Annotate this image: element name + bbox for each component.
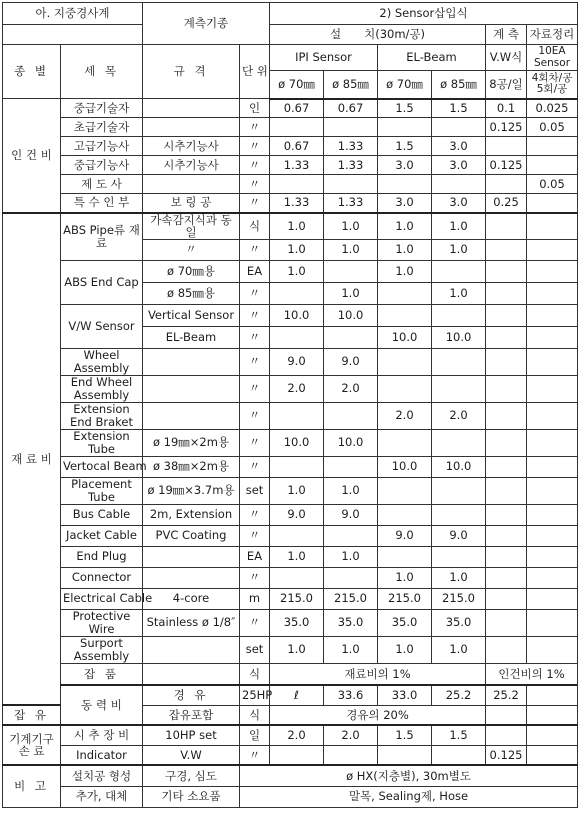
cell-el-85: 35.0 [432,609,486,636]
cell-el-85 [432,118,486,137]
row-item: 설치공 형성 [61,765,143,786]
row-spec [143,663,240,685]
row-spec [143,175,240,194]
cell-note-text: ø HX(지층별), 30m별도 [240,765,578,786]
cell-material-ratio: 재료비의 1% [270,663,486,685]
cell-el-85: 9.0 [432,525,486,546]
cell-el-85: 25.2 [486,685,527,705]
cell-tenea [527,504,578,525]
cell-oil-ratio: 경유의 20% [270,705,486,725]
cell-el-70: 1.5 [378,725,432,745]
cell-el-70: 1.0 [378,260,432,282]
cell-el-70 [378,304,432,326]
cell-vw [486,326,527,348]
cell-el-70 [378,375,432,402]
row-item: Extension Tube [61,429,143,456]
header-el-d85: ø 85㎜ [432,71,486,99]
cell-vw [486,304,527,326]
row-spec: ø 38㎜×2m용 [143,456,240,477]
cell-ipi-85: 0.67 [324,99,378,118]
cell-ipi-70: 2.0 [270,725,324,745]
row-spec: ø 70㎜용 [143,260,240,282]
cell-tenea [527,213,578,240]
row-unit: 식 [240,213,270,240]
cell-vw: 0.125 [486,118,527,137]
row-spec: ø 19㎜×3.7m용 [143,477,240,504]
row-item: 시 추 장 비 [61,725,143,745]
row-unit: 〃 [240,504,270,525]
cell-vw [486,348,527,375]
cell-el-85: 10.0 [432,456,486,477]
cell-el-70: 1.5 [378,137,432,156]
cell-vw: 0.25 [486,194,527,213]
cell-el-85: 215.0 [432,588,486,609]
row-spec [143,118,240,137]
cell-ipi-85: 1.0 [324,546,378,567]
group-labor: 인 건 비 [3,99,61,213]
cell-ipi-85 [324,260,378,282]
cell-el-70 [378,429,432,456]
cell-ipi-70: 1.0 [270,213,324,240]
cell-el-70 [378,504,432,525]
cell-el-85: 1.5 [432,725,486,745]
cell-ipi-85: 2.0 [324,725,378,745]
row-unit: 〃 [240,118,270,137]
cell-el-70: 10.0 [378,456,432,477]
row-item: 특 수 인 부 [61,194,143,213]
row-unit: 일 [240,725,270,745]
cell-ipi-70 [270,402,324,429]
row-item: 중급기능사 [61,156,143,175]
cell-tenea [527,429,578,456]
cell-ipi-70: 33.6 [324,685,378,705]
row-item: End Wheel Assembly [61,375,143,402]
cell-ipi-70: 9.0 [270,348,324,375]
row-spec: EL-Beam [143,326,240,348]
cell-tenea [527,137,578,156]
cell-el-70 [378,118,432,137]
header-tenea: 10EA Sensor [527,45,578,71]
cell-el-70 [378,175,432,194]
header-ipi: IPI Sensor [270,45,378,71]
cell-ipi-85 [324,745,378,765]
cell-el-85 [432,546,486,567]
cell-ipi-70: 1.0 [270,260,324,282]
cell-el-85: 1.0 [432,239,486,260]
header-standard: 아. 지중경사계 [3,3,143,25]
row-item: 초급기술자 [61,118,143,137]
cell-tenea [527,456,578,477]
cell-tenea [527,609,578,636]
cell-el-85: 3.0 [432,137,486,156]
row-spec: 25HP [240,685,270,705]
cell-vw [486,260,527,282]
cell-vw [527,685,578,705]
cell-el-85: 3.0 [432,156,486,175]
row-item: 추가, 대체 [61,786,143,807]
row-unit: 식 [240,663,270,685]
cell-el-85 [432,375,486,402]
cell-ipi-85: 1.0 [324,213,378,240]
row-item: Wheel Assembly [61,348,143,375]
cell-vw [486,456,527,477]
row-spec: 〃 [143,239,240,260]
cell-ipi-70 [270,525,324,546]
cell-tenea [527,477,578,504]
cell-el-85 [432,260,486,282]
cell-ipi-85 [324,567,378,588]
row-spec [143,546,240,567]
row-item: Indicator [61,745,143,765]
row-spec: 4-core [143,588,240,609]
row-unit: set [240,636,270,663]
cell-el-85: 1.5 [432,99,486,118]
cell-tenea [527,304,578,326]
cell-tenea [527,745,578,765]
cell-tenea [527,705,578,725]
cell-el-85 [432,304,486,326]
cell-ipi-85: 35.0 [324,609,378,636]
row-unit: 〃 [240,609,270,636]
cell-vw: 0.1 [486,99,527,118]
cell-vw [486,402,527,429]
cell-ipi-70 [270,745,324,765]
cell-el-85 [432,348,486,375]
cell-el-85 [432,504,486,525]
row-item: End Plug [61,546,143,567]
cell-ipi-70: 215.0 [270,588,324,609]
cell-ipi-85: 1.0 [324,636,378,663]
cell-vw [486,725,527,745]
cell-tenea [527,326,578,348]
cell-ipi-85: 33.0 [378,685,432,705]
row-unit: 〃 [240,194,270,213]
row-item: Electrical Cable [61,588,143,609]
row-unit: 〃 [240,156,270,175]
cell-tenea: 0.05 [527,118,578,137]
row-spec [143,99,240,118]
header-ipi-d70: ø 70㎜ [270,71,324,99]
row-item: Extension End Braket [61,402,143,429]
header-per-day: 8공/일 [486,71,527,99]
cell-el-85: 2.0 [432,402,486,429]
cell-ipi-70: 1.0 [270,239,324,260]
cell-vw [486,175,527,194]
row-unit: 인 [240,99,270,118]
cell-vw [486,636,527,663]
header-meas-std: 계측기종 [143,3,270,45]
cell-vw: 0.125 [486,745,527,765]
row-spec: 가속감지식과 동일 [143,213,240,240]
cell-vw [486,375,527,402]
cell-el-85: 1.0 [432,213,486,240]
row-item: Connector [61,567,143,588]
cell-ipi-70: 35.0 [270,609,324,636]
cell-vw [486,609,527,636]
cell-tenea [527,260,578,282]
cell-ipi-85 [324,175,378,194]
row-spec [143,636,240,663]
cell-ipi-85: 215.0 [324,588,378,609]
cell-tenea [527,567,578,588]
row-spec: 구경, 심도 [143,765,240,786]
row-item: Placement Tube [61,477,143,504]
cell-ipi-70: 1.33 [270,156,324,175]
cell-tenea: 0.05 [527,175,578,194]
row-spec: 시추기능사 [143,137,240,156]
row-spec: PVC Coating [143,525,240,546]
cell-ipi-85: 1.33 [324,137,378,156]
row-item: 잡 유 [3,705,61,725]
cell-tenea [527,402,578,429]
row-unit: 〃 [240,239,270,260]
cell-el-85: 1.0 [432,282,486,304]
row-unit: 〃 [240,304,270,326]
cell-ipi-85: 2.0 [324,375,378,402]
row-item: Jacket Cable [61,525,143,546]
cell-tenea [527,588,578,609]
cell-ipi-85: 1.33 [324,156,378,175]
cell-vw [486,429,527,456]
cell-ipi-70: 10.0 [270,304,324,326]
cell-note-text: 말목, Sealing제, Hose [240,786,578,807]
cell-vw [486,546,527,567]
cell-ipi-85: 1.0 [324,239,378,260]
header-data-proc: 자료정리 [527,25,578,45]
row-item: 고급기능사 [61,137,143,156]
cell-ipi-85: 1.0 [324,282,378,304]
cell-vw [486,282,527,304]
cell-el-70: 10.0 [378,326,432,348]
header-spec: 규 격 [143,45,240,99]
header-measure: 계 측 [486,25,527,45]
cell-el-70 [378,282,432,304]
cell-tenea [527,282,578,304]
cell-tenea [527,375,578,402]
cell-vw: 0.125 [486,156,527,175]
cell-el-70 [378,477,432,504]
cell-el-70: 25.2 [432,685,486,705]
row-unit: 식 [240,705,270,725]
cell-ipi-85: 9.0 [324,348,378,375]
cost-table-sheet [2,2,577,808]
header-install: 설 치(30m/공) [270,25,486,45]
cell-tenea [527,156,578,175]
row-unit: 〃 [240,525,270,546]
row-item: 중급기술자 [61,99,143,118]
cell-el-70: 1.5 [378,99,432,118]
cell-vw [486,504,527,525]
cell-el-70: 9.0 [378,525,432,546]
row-unit: 〃 [240,137,270,156]
header-vw-type: V.W식 [486,45,527,71]
header-group: 2) Sensor삽입식 [270,3,578,25]
cell-ipi-70: 1.0 [270,477,324,504]
row-item: ABS End Cap [61,260,143,304]
cell-ipi-70: 1.0 [270,636,324,663]
header-per-hole: 4회차/공 5회/공 [527,71,578,99]
cell-ipi-70: 0.67 [270,137,324,156]
cell-tenea [527,725,578,745]
cell-vw [486,239,527,260]
row-unit: EA [240,546,270,567]
group-notes: 비 고 [3,765,61,807]
header-unit: 단 위 [240,45,270,99]
row-item: 제 도 사 [61,175,143,194]
row-spec: V.W [143,745,240,765]
row-unit: 〃 [240,567,270,588]
cell-tenea [527,636,578,663]
cell-el-70 [378,745,432,765]
cell-vw [486,477,527,504]
row-item: Bus Cable [61,504,143,525]
header-category: 종 별 [3,45,61,99]
row-item: 잡 품 [61,663,143,685]
header-el-d70: ø 70㎜ [378,71,432,99]
cell-ipi-70: 2.0 [270,375,324,402]
cell-el-85: 10.0 [432,326,486,348]
cell-ipi-70 [270,118,324,137]
row-spec: ø 19㎜×2m용 [143,429,240,456]
row-spec: 2m, Extension [143,504,240,525]
row-unit: 〃 [240,326,270,348]
row-spec: ø 85㎜용 [143,282,240,304]
cell-tenea [527,194,578,213]
cell-tenea [527,525,578,546]
cell-el-70: 35.0 [378,609,432,636]
cell-ipi-70: 1.0 [270,546,324,567]
cell-labor-ratio: 인건비의 1% [486,663,578,685]
cell-ipi-70: 0.67 [270,99,324,118]
cell-el-85 [432,745,486,765]
row-spec: 기타 소요품 [143,786,240,807]
cell-vw [486,525,527,546]
cell-ipi-85 [324,402,378,429]
cell-ipi-70: 9.0 [270,504,324,525]
row-unit: 〃 [240,429,270,456]
cell-el-70 [378,546,432,567]
cell-el-70: 215.0 [378,588,432,609]
cell-tenea [527,239,578,260]
cell-el-85: 3.0 [432,194,486,213]
cell-ipi-85 [324,326,378,348]
cell-ipi-85: 10.0 [324,304,378,326]
cell-el-85: 1.0 [432,636,486,663]
row-unit: m [240,588,270,609]
cell-ipi-85: 1.0 [324,477,378,504]
row-unit: 〃 [240,175,270,194]
cell-el-70: 3.0 [378,156,432,175]
row-item: ABS Pipe류 재 료 [61,213,143,261]
row-unit: 〃 [240,282,270,304]
group-power: 동 력 비 [61,685,143,725]
cost-table [2,2,578,808]
cell-el-70: 2.0 [378,402,432,429]
cell-ipi-70 [270,175,324,194]
row-unit: 〃 [240,402,270,429]
cell-vw [486,567,527,588]
cell-vw [486,137,527,156]
row-unit: 〃 [240,456,270,477]
cell-el-70 [378,348,432,375]
cell-el-70: 3.0 [378,194,432,213]
cell-ipi-85: 9.0 [324,504,378,525]
row-item: Protective Wire [61,609,143,636]
cell-ipi-85: 1.33 [324,194,378,213]
row-spec [143,402,240,429]
row-spec [143,567,240,588]
cell-el-85 [432,429,486,456]
row-item: Vertocal Beam [61,456,143,477]
cell-tenea: 0.025 [527,99,578,118]
row-spec: 시추기능사 [143,156,240,175]
cell-el-85 [432,175,486,194]
row-spec [143,348,240,375]
cell-ipi-70: 10.0 [270,429,324,456]
cell-el-70: 1.0 [378,213,432,240]
row-unit: 〃 [240,745,270,765]
cell-el-85: 1.0 [432,567,486,588]
cell-ipi-70 [270,456,324,477]
group-material: 재 료 비 [3,213,61,706]
row-item: V/W Sensor [61,304,143,348]
header-blank [3,25,143,45]
row-unit: ℓ [270,685,324,705]
cell-ipi-85 [324,525,378,546]
cell-vw [486,588,527,609]
header-item: 세 목 [61,45,143,99]
group-equip: 기계기구 손 료 [3,725,61,765]
cell-ipi-70 [270,282,324,304]
cell-el-70: 1.0 [378,636,432,663]
row-spec: 10HP set [143,725,240,745]
cell-tenea [527,546,578,567]
cell-vw [486,213,527,240]
cell-ipi-85 [324,118,378,137]
row-item: Surport Assembly [61,636,143,663]
row-unit: 〃 [240,348,270,375]
cell-vw [486,705,527,725]
cell-tenea [527,348,578,375]
cell-ipi-85 [324,456,378,477]
cell-ipi-70: 1.33 [270,194,324,213]
row-item: 경 유 [143,685,240,705]
row-spec: Stainless ø 1/8″ [143,609,240,636]
row-unit: 〃 [240,375,270,402]
row-unit: EA [240,260,270,282]
row-spec: 잡유포함 [143,705,240,725]
cell-ipi-70 [270,567,324,588]
row-unit: set [240,477,270,504]
cell-el-70: 1.0 [378,239,432,260]
cell-ipi-85: 10.0 [324,429,378,456]
cell-el-85 [432,477,486,504]
cell-el-70: 1.0 [378,567,432,588]
header-ipi-d85: ø 85㎜ [324,71,378,99]
row-spec: 보 링 공 [143,194,240,213]
row-spec [143,375,240,402]
cell-ipi-70 [270,326,324,348]
header-elbeam: EL-Beam [378,45,486,71]
row-spec: Vertical Sensor [143,304,240,326]
